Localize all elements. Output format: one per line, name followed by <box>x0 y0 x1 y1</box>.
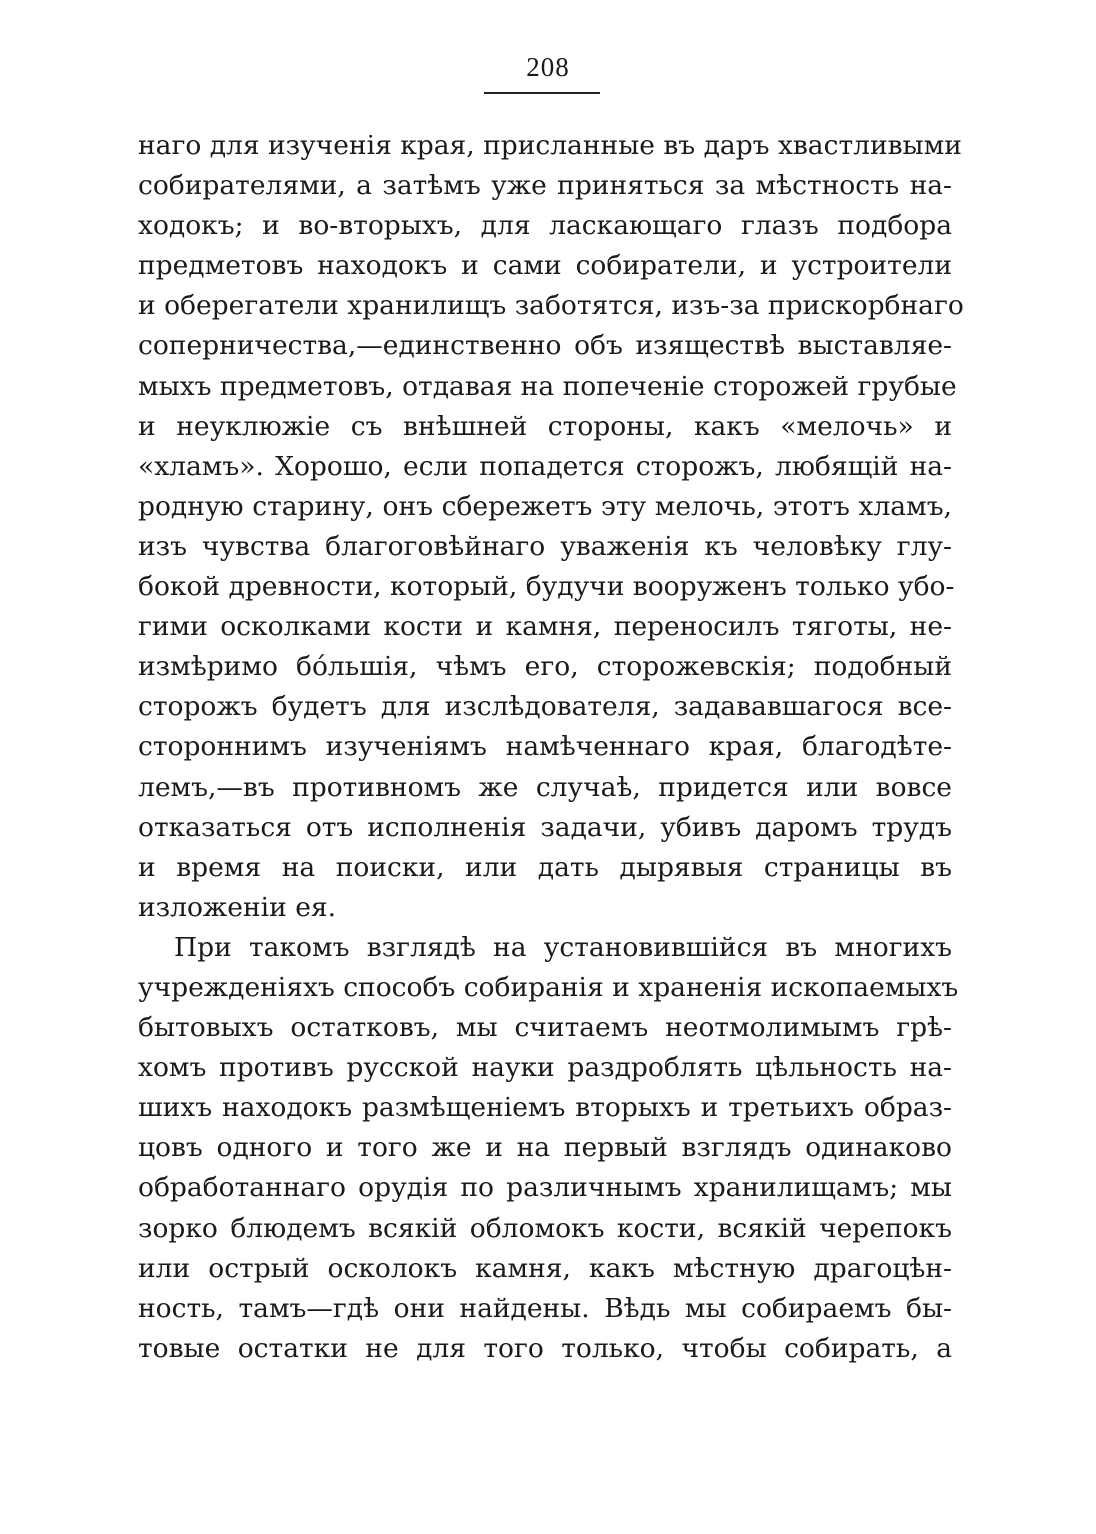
text-line: «хламъ». Хорошо, если попадется сторожъ, любящій на- <box>138 450 952 482</box>
header-rule <box>484 92 600 94</box>
page-number: 208 <box>526 52 570 82</box>
text-line: товые остатки не для того только, чтобы собирать, а <box>138 1332 952 1364</box>
text-line: учрежденіяхъ способъ собиранія и храненія ископаемыхъ <box>138 971 959 1003</box>
text-line: или острый осколокъ камня, какъ мѣстную драгоцѣн- <box>138 1252 952 1284</box>
text-line: цовъ одного и того же и на первый взглядъ одинаково <box>138 1132 952 1164</box>
text-line: лемъ,—въ противномъ же случаѣ, придется или вовсе <box>138 771 952 803</box>
text-line: мыхъ предметовъ, отдавая на попеченіе сторожей грубые <box>138 370 957 402</box>
text-line: сторожъ будетъ для изслѣдователя, задававшагося все- <box>138 691 952 723</box>
paragraph-first-line: При такомъ взглядѣ на установившійся въ многихъ <box>174 931 952 963</box>
body-text <box>138 126 964 1369</box>
text-line: соперничества,—единственно объ изяществѣ выставляе- <box>138 330 952 362</box>
text-line: и оберегатели хранилищъ заботятся, изъ-за прискорбнаго <box>138 290 964 322</box>
text-line: изъ чувства благоговѣйнаго уваженія къ человѣку глу- <box>138 530 952 562</box>
text-line: зорко блюдемъ всякій обломокъ кости, всякій черепокъ <box>138 1212 952 1244</box>
text-line: ность, тамъ—гдѣ они найдены. Вѣдь мы собираемъ бы- <box>138 1292 952 1324</box>
text-line: измѣримо бо́льшія, чѣмъ его, сторожевскія; подобный <box>138 651 952 683</box>
text-line: шихъ находокъ размѣщеніемъ вторыхъ и третьихъ образ- <box>138 1092 952 1124</box>
text-line: бокой древности, который, будучи вооруженъ только убо- <box>138 571 955 603</box>
text-line: наго для изученія края, присланные въ даръ хвастливыми <box>138 130 962 161</box>
text-line: и неуклюжіе съ внѣшней стороны, какъ «мелочь» и <box>138 410 952 442</box>
text-line: отказаться отъ исполненія задачи, убивъ даромъ трудъ <box>138 811 952 843</box>
text-line: ходокъ; и во-вторыхъ, для ласкающаго глазъ подбора <box>138 210 952 242</box>
text-line: хомъ противъ русской науки раздроблять цѣльность на- <box>138 1052 952 1084</box>
text-line: и время на поиски, или дать дырявыя страницы въ <box>138 851 952 883</box>
text-line: стороннимъ изученіямъ намѣченнаго края, благодѣте- <box>138 731 952 763</box>
text-line: обработаннаго орудія по различнымъ хранилищамъ; мы <box>138 1172 952 1204</box>
text-line: бытовыхъ остатковъ, мы считаемъ неотмолимымъ грѣ- <box>138 1012 952 1044</box>
text-line: гими осколками кости и камня, переносилъ тяготы, не- <box>138 611 952 643</box>
text-line: собирателями, а затѣмъ уже приняться за мѣстность на- <box>138 170 952 202</box>
text-line: изложеніи ея. <box>138 891 337 923</box>
text-line: родную старину, онъ сбережетъ эту мелочь, этотъ хламъ, <box>138 490 952 522</box>
text-line: предметовъ находокъ и сами собиратели, и устроители <box>138 250 952 282</box>
